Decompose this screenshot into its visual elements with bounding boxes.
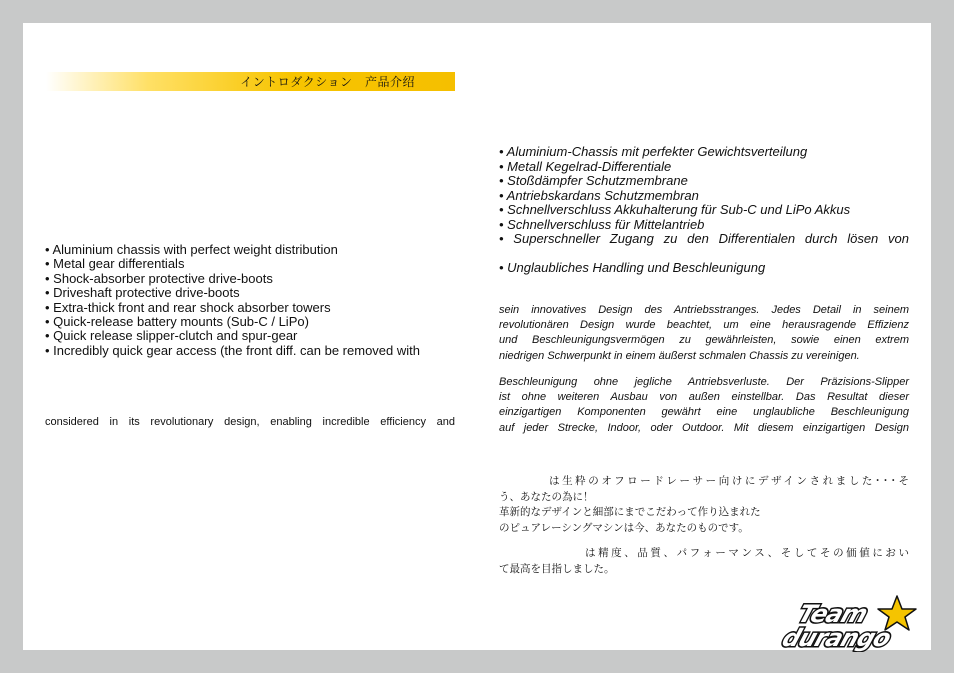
paragraph-line: う、あなたの為に！	[499, 490, 594, 503]
paragraph-line: niedrigen Schwerpunkt in einem äußerst schmalen Chassis zu vereinigen.	[499, 349, 860, 362]
spacer	[499, 247, 909, 262]
feature-item: • Quick release slipper-clutch and spur-gear	[45, 328, 298, 344]
paragraph-line: sein innovatives Design des Antriebsstranges. Jedes Detail in seinem	[499, 304, 909, 316]
paragraph-line: ist ohne weiteren Ausbau von außen einstellbar. Das Resultat dieser	[499, 391, 909, 404]
feature-item: • Extra-thick front and rear shock absorber towers	[45, 299, 331, 315]
paragraph-line: は精度、品質、パフォーマンス、そしてその価値におい	[585, 547, 909, 559]
feature-item: • Schnellverschluss Akkuhalterung für Sub-C und LiPo Akkus	[499, 202, 851, 217]
japanese-paragraph-1	[499, 474, 909, 536]
document-page	[23, 23, 931, 650]
feature-item: • Antriebskardans Schutzmembran	[499, 187, 699, 203]
feature-item: • Aluminium-Chassis mit perfekter Gewichtsverteilung	[499, 144, 808, 159]
english-body-text: considered in its revolutionary design, enabling incredible efficiency and	[45, 416, 455, 428]
paragraph-line: auf jeder Strecke, Indoor, oder Outdoor. Mit diesem einzigartigen Design	[499, 421, 909, 434]
german-feature-list	[499, 145, 909, 276]
feature-item: • Shock-absorber protective drive-boots	[45, 270, 273, 286]
feature-item: • Stoßdämpfer Schutzmembrane	[499, 173, 688, 188]
team-durango-logo	[767, 590, 927, 652]
paragraph-line: のピュアレーシングマシンは今、あなたのものです。	[499, 521, 749, 534]
feature-item: • Metall Kegelrad-Differentiale	[499, 158, 672, 174]
logo-text-durango: durango	[778, 623, 895, 652]
feature-item: • Quick-release battery mounts (Sub-C / LiPo)	[45, 314, 309, 330]
paragraph-line: einzigartigen Komponenten gewährt eine unglaubliche Beschleunigung	[499, 406, 909, 419]
german-paragraph-2	[499, 375, 909, 436]
feature-item: • Incredibly quick gear access (the front diff. can be removed with	[45, 342, 420, 358]
english-feature-list	[45, 243, 465, 358]
feature-item: • Aluminium chassis with perfect weight distribution	[45, 242, 338, 257]
feature-item: • Driveshaft protective drive-boots	[45, 285, 240, 301]
paragraph-line: Beschleunigung ohne jegliche Antriebsverluste. Der Präzisions-Slipper	[499, 376, 909, 388]
paragraph-line: revolutionären Design wurde beachtet, um eine herausragende Effizienz	[499, 319, 909, 332]
section-title-bar	[46, 72, 455, 91]
feature-item: • Metal gear differentials	[45, 256, 185, 272]
german-paragraph-1	[499, 303, 909, 364]
paragraph-line: て最高を目指しました。	[499, 562, 615, 575]
section-title: イントロダクション 产品介绍	[240, 75, 415, 89]
feature-item: • Superschneller Zugang zu den Differentialen durch lösen von	[499, 231, 909, 246]
paragraph-line: 革新的なデザインと細部にまでこだわって作り込まれた	[499, 506, 761, 518]
paragraph-line: は生粋のオフロードレーサー向けにデザインされました･･･そ	[549, 475, 909, 487]
paragraph-line: und Beschleunigungsvermögen zu gewährleisten, sowie einen extrem	[499, 334, 909, 347]
japanese-paragraph-2	[499, 546, 909, 577]
feature-item: • Schnellverschluss für Mittelantrieb	[499, 216, 705, 232]
logo-text-team: Team	[794, 599, 871, 628]
feature-item: • Unglaubliches Handling und Beschleunigung	[499, 260, 766, 275]
